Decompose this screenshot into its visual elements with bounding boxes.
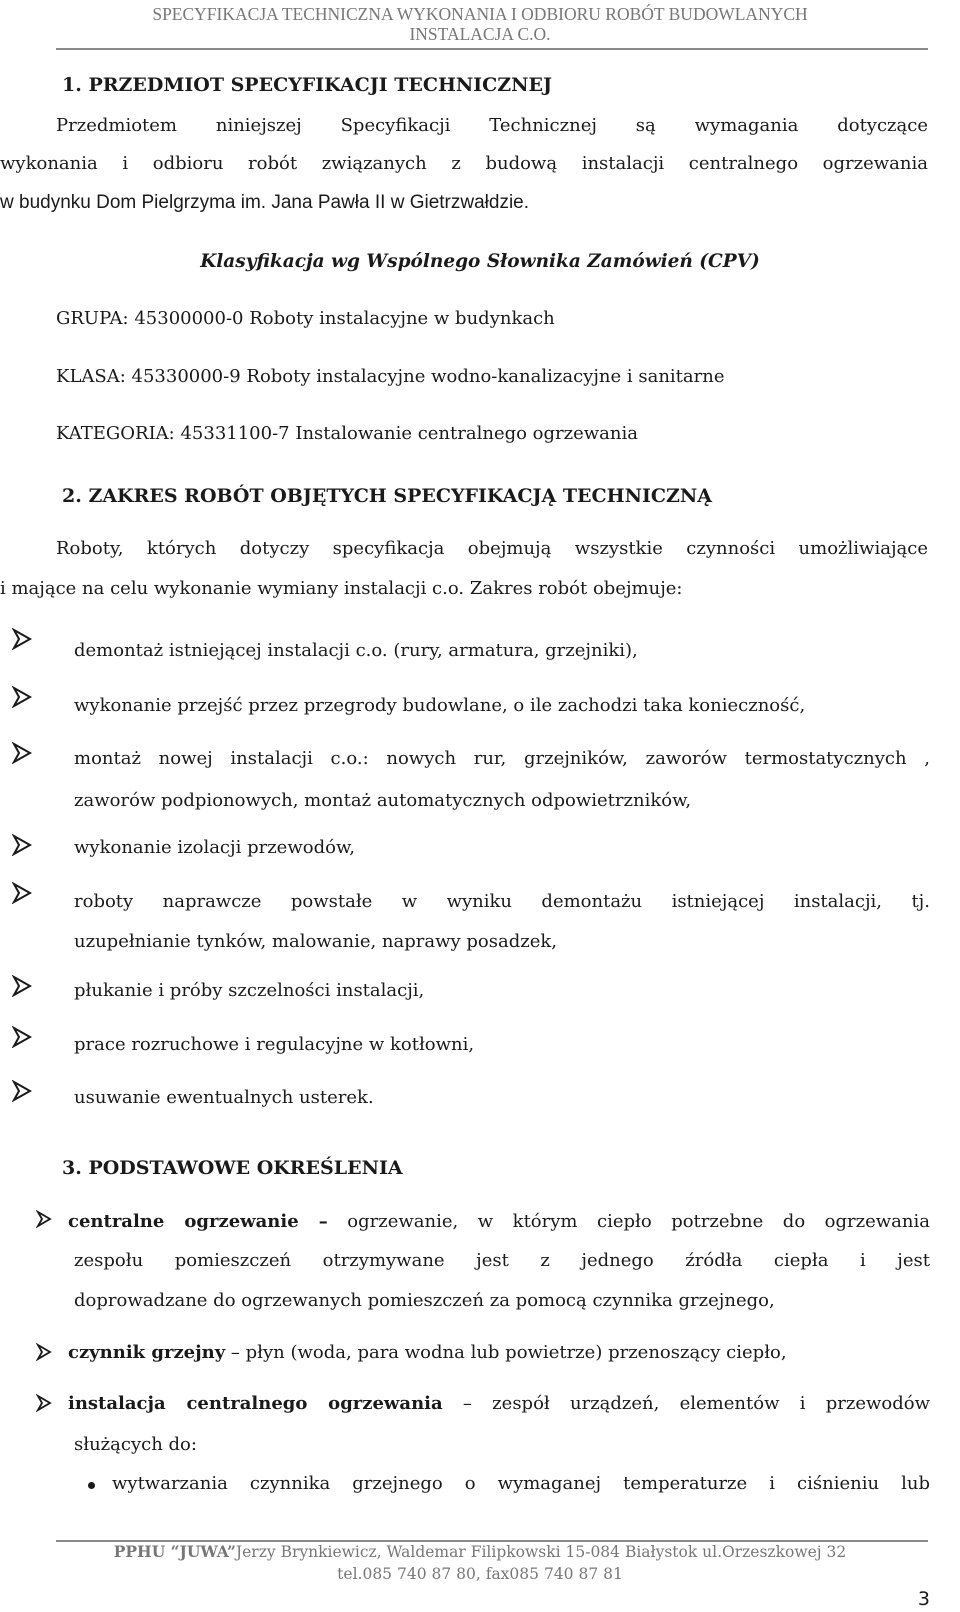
arrow-bullet-icon — [12, 834, 32, 856]
scope-item-5-line1: roboty naprawcze powstałe w wyniku demontażu istniejącej instalacji, tj. — [74, 891, 930, 912]
definition-term: centralne ogrzewanie – — [68, 1211, 328, 1232]
definition-central-heating-line1 — [68, 1211, 930, 1233]
definition-term: instalacja centralnego ogrzewania — [68, 1393, 443, 1414]
footer-company-details: Jerzy Brynkiewicz, Waldemar Filipkowski 15-084 Białystok ul.Orzeszkowej 32 — [235, 1543, 847, 1561]
cpv-grupa: GRUPA: 45300000-0 Roboty instalacyjne w budynkach — [56, 308, 555, 329]
section-1-para-line3: w budynku Dom Pielgrzyma im. Jana Pawła II w Gietrzwałdzie. — [0, 192, 530, 213]
section-2-heading: 2. ZAKRES ROBÓT OBJĘTYCH SPECYFIKACJĄ TECHNICZNĄ — [62, 485, 712, 507]
footer-company-prefix: PPHU — [113, 1542, 171, 1561]
arrow-bullet-icon — [36, 1209, 52, 1231]
section-1-para-line1: Przedmiotem niniejszej Specyfikacji Technicznej są wymagania dotyczące — [56, 115, 928, 136]
section-1-para-line2: wykonania i odbioru robót związanych z budową instalacji centralnego ogrzewania — [0, 153, 928, 174]
footer-brand: “JUWA” — [170, 1542, 236, 1561]
arrow-bullet-icon — [12, 628, 32, 650]
dot-bullet-icon — [88, 1482, 95, 1489]
sub-item-1: wytwarzania czynnika grzejnego o wymaganej temperaturze i ciśnieniu lub — [112, 1473, 930, 1494]
scope-item-3-line1: montaż nowej instalacji c.o.: nowych rur, grzejników, zaworów termostatycznych , — [74, 748, 930, 769]
definition-installation-line1 — [68, 1393, 930, 1415]
section-2-para-line1: Roboty, których dotyczy specyfikacja obejmują wszystkie czynności umożliwiające — [56, 538, 928, 559]
definition-installation-line2: służących do: — [74, 1434, 197, 1455]
arrow-bullet-icon — [12, 882, 32, 904]
definition-heating-medium — [68, 1342, 787, 1364]
footer-contact: tel.085 740 87 80, fax085 740 87 81 — [337, 1565, 623, 1583]
running-header-line1: SPECYFIKACJA TECHNICZNA WYKONANIA I ODBIORU ROBÓT BUDOWLANYCH — [152, 4, 808, 24]
definition-text: – płyn (woda, para wodna lub powietrze) przenoszący ciepło, — [225, 1342, 787, 1363]
arrow-bullet-icon — [12, 975, 32, 997]
page-number: 3 — [917, 1588, 930, 1610]
scope-item-6: płukanie i próby szczelności instalacji, — [74, 980, 425, 1001]
scope-item-4: wykonanie izolacji przewodów, — [74, 837, 355, 858]
section-3-heading: 3. PODSTAWOWE OKREŚLENIA — [62, 1157, 403, 1179]
scope-item-5-line2: uzupełnianie tynków, malowanie, naprawy posadzek, — [74, 931, 558, 952]
cpv-title: Klasyfikacja wg Wspólnego Słownika Zamówień (CPV) — [200, 251, 760, 272]
definition-central-heating-line3: doprowadzane do ogrzewanych pomieszczeń za pomocą czynnika grzejnego, — [74, 1290, 775, 1311]
section-1-heading: 1. PRZEDMIOT SPECYFIKACJI TECHNICZNEJ — [62, 74, 553, 96]
scope-item-3-line2: zaworów podpionowych, montaż automatycznych odpowietrzników, — [74, 790, 692, 811]
definition-text: ogrzewanie, w którym ciepło potrzebne do ogrzewania — [327, 1211, 930, 1232]
cpv-kategoria: KATEGORIA: 45331100-7 Instalowanie centralnego ogrzewania — [56, 423, 638, 444]
definition-central-heating-line2: zespołu pomieszczeń otrzymywane jest z jednego źródła ciepła i jest — [74, 1250, 930, 1271]
header-rule — [56, 48, 928, 50]
arrow-bullet-icon — [12, 1026, 32, 1048]
arrow-bullet-icon — [12, 1080, 32, 1102]
scope-item-8: usuwanie ewentualnych usterek. — [74, 1087, 374, 1108]
scope-item-1: demontaż istniejącej instalacji c.o. (rury, armatura, grzejniki), — [74, 640, 638, 661]
definition-term: czynnik grzejny — [68, 1342, 226, 1363]
arrow-bullet-icon — [12, 742, 32, 764]
scope-item-7: prace rozruchowe i regulacyjne w kotłowni, — [74, 1034, 475, 1055]
arrow-bullet-icon — [36, 1393, 52, 1415]
arrow-bullet-icon — [12, 686, 32, 708]
arrow-bullet-icon — [36, 1342, 52, 1364]
footer-company — [0, 1541, 960, 1563]
definition-text: – zespół urządzeń, elementów i przewodów — [442, 1393, 930, 1414]
cpv-klasa: KLASA: 45330000-9 Roboty instalacyjne wodno-kanalizacyjne i sanitarne — [56, 366, 725, 387]
scope-item-2: wykonanie przejść przez przegrody budowlane, o ile zachodzi taka konieczność, — [74, 695, 806, 716]
section-2-para-line2: i mające na celu wykonanie wymiany instalacji c.o. Zakres robót obejmuje: — [0, 578, 683, 599]
running-header-line2: INSTALACJA C.O. — [409, 24, 551, 44]
